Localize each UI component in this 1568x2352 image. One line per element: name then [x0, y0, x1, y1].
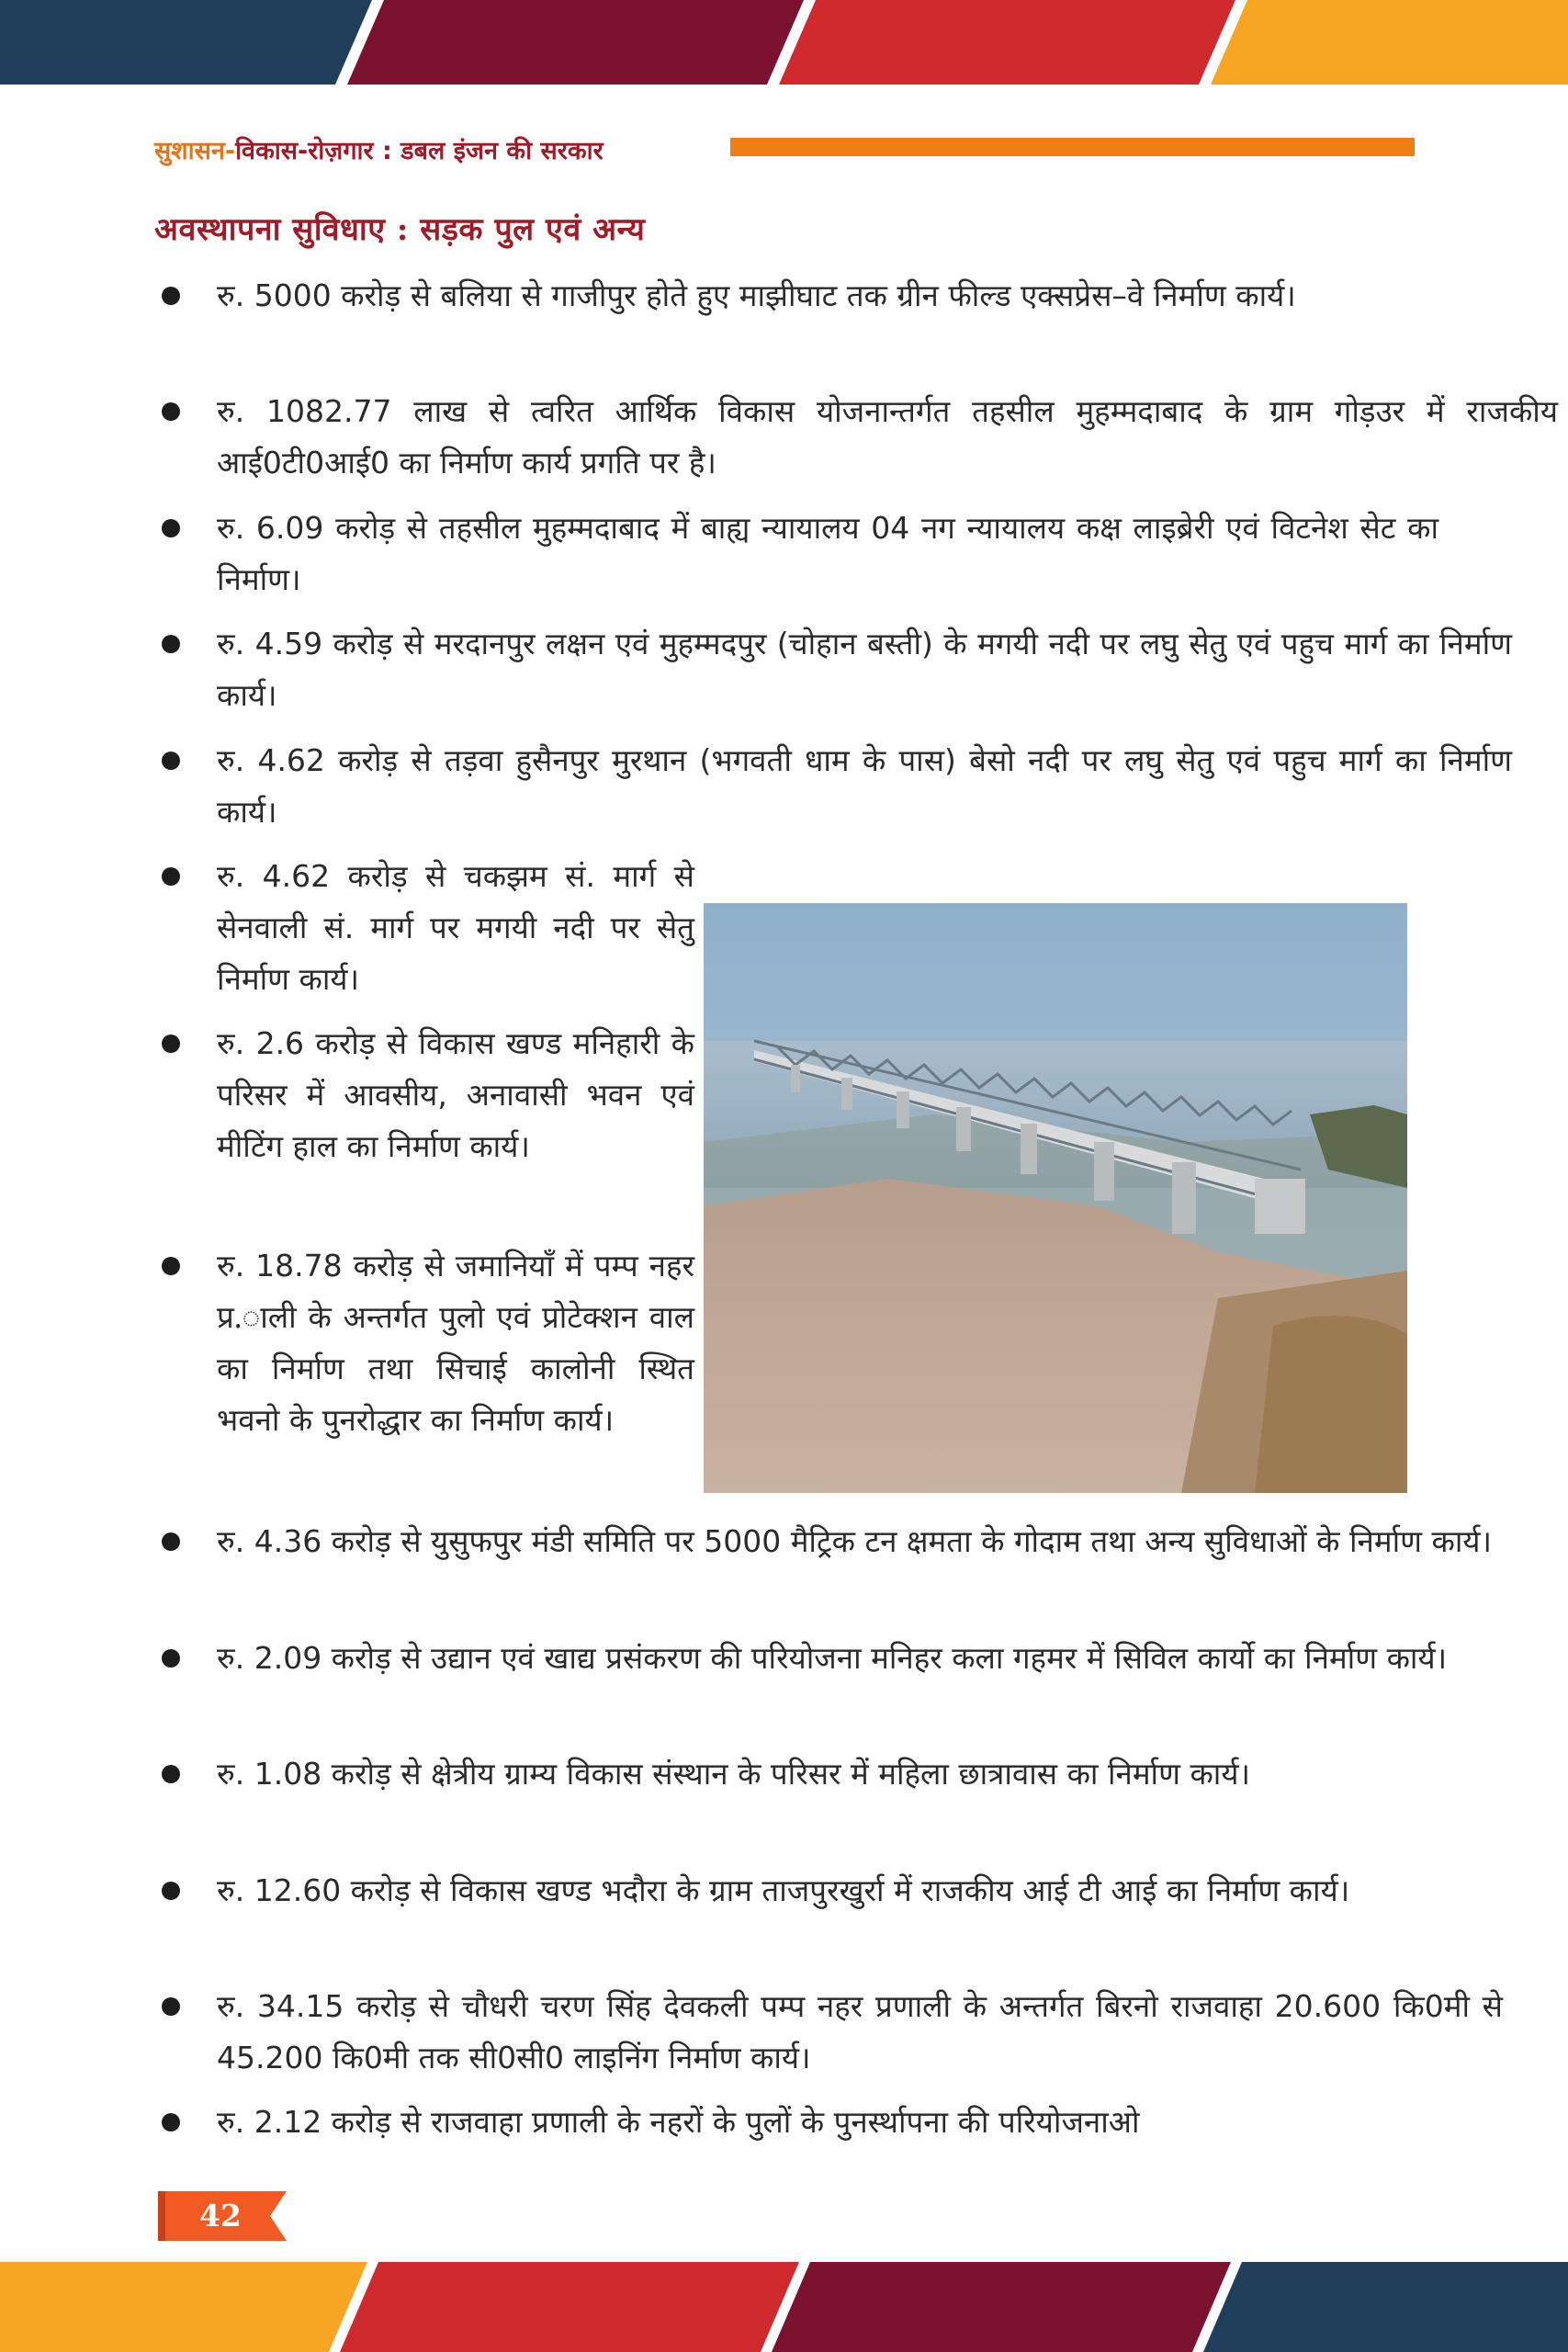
list-item-text: रु. 2.12 करोड़ से राजवाहा प्रणाली के नहरों के पुलों के पुनर्स्थापना की परियोजनाओ: [217, 2104, 1140, 2140]
bullet-icon: [162, 1997, 180, 2016]
bullet-icon: [162, 1035, 180, 1053]
bullet-icon: [162, 402, 180, 421]
running-head: [154, 130, 604, 167]
running-head-part3: रोज़गार : डबल इंजन की सरकार: [308, 136, 604, 165]
bullet-icon: [162, 287, 180, 305]
running-head-rule: [730, 138, 1415, 156]
list-item-text: रु. 4.59 करोड़ से मरदानपुर लक्षन एवं मुहम्मदपुर (चोहान बस्ती) के मगयी नदी पर लघु सेतु एवं पहुच मार्ग का निर्माण कार्य।: [217, 626, 1512, 713]
list-item-text: रु. 4.62 करोड़ से चकझम सं. मार्ग से सेनवाली सं. मार्ग पर मगयी नदी पर सेतु निर्माण कार्य।: [217, 858, 694, 997]
page-number: 42: [199, 2198, 242, 2233]
top-color-band: [0, 0, 1568, 85]
running-head-part1: सुशासन-: [154, 136, 236, 165]
page-number-badge: [158, 2191, 287, 2241]
bullet-icon: [162, 867, 180, 886]
list-item-text: रु. 18.78 करोड़ से जमानियाँ में पम्प नहर प्र.ाली के अन्तर्गत पुलो एवं प्रोटेक्शन वाल का निर्माण तथा सिचाई कालोनी स्थित भवनो के पुनरोद्धार का निर्माण कार्य।: [217, 1248, 694, 1438]
list-item-text: रु. 6.09 करोड़ से तहसील मुहम्मदाबाद में बाह्य न्यायालय 04 नग न्यायालय कक्ष लाइब्रेरी एवं विटनेश सेट का निर्माण।: [217, 510, 1438, 597]
bullet-icon: [162, 1649, 180, 1668]
list-item-text: रु. 1082.77 लाख से त्वरित आर्थिक विकास योजनान्तर्गत तहसील मुहम्मदाबाद के ग्राम गोड़उर में राजकीय आई0टी0आई0 का निर्माण कार्य प्रगति पर है।: [217, 393, 1558, 481]
bullet-icon: [162, 752, 180, 770]
bullet-icon: [162, 1257, 180, 1275]
running-head-part2: विकास-: [235, 136, 309, 165]
list-item-text: रु. 12.60 करोड़ से विकास खण्ड भदौरा के ग्राम ताजपुरखुर्रा में राजकीय आई टी आई का निर्माण कार्य।: [217, 1872, 1350, 1908]
bullet-icon: [162, 519, 180, 537]
bullet-icon: [162, 1532, 180, 1551]
list-item-text: रु. 1.08 करोड़ से क्षेत्रीय ग्राम्य विकास संस्थान के परिसर में महिला छात्रावास का निर्माण कार्य।: [217, 1756, 1250, 1792]
list-item-text: रु. 4.62 करोड़ से तड़वा हुसैनपुर मुरथान (भगवती धाम के पास) बेसो नदी पर लघु सेतु एवं पहुच मार्ग का निर्माण कार्य।: [217, 742, 1512, 830]
bottom-color-band: [0, 2262, 1568, 2352]
list-item-text: रु. 2.09 करोड़ से उद्यान एवं खाद्य प्रसंकरण की परियोजना मनिहर कला गहमर में सिविल कार्यो का निर्माण कार्य।: [217, 1640, 1448, 1676]
section-heading: अवस्थापना सुविधाए : सड़क पुल एवं अन्य: [154, 211, 646, 248]
bullet-icon: [162, 1882, 180, 1900]
list-item-text: रु. 2.6 करोड़ से विकास खण्ड मनिहारी के परिसर में आवसीय, अनावासी भवन एवं मीटिंग हाल का निर्माण कार्य।: [217, 1025, 694, 1164]
list-item-text: रु. 4.36 करोड़ से युसुफपुर मंडी समिति पर 5000 मैट्रिक टन क्षमता के गोदाम तथा अन्य सुविधाओं के निर्माण कार्य।: [217, 1523, 1493, 1559]
list-item-text: रु. 34.15 करोड़ से चौधरी चरण सिंह देवकली पम्प नहर प्रणाली के अन्तर्गत बिरनो राजवाहा 20.600 कि0मी से 45.200 कि0मी तक सी0सी0 लाइनिंग निर्माण कार्य।: [217, 1988, 1503, 2075]
bridge-photo: [704, 903, 1407, 1493]
bullet-icon: [162, 2113, 180, 2132]
bullet-icon: [162, 635, 180, 653]
bullet-icon: [162, 1765, 180, 1783]
list-item-text: रु. 5000 करोड़ से बलिया से गाजीपुर होते हुए माझीघाट तक ग्रीन फील्ड एक्सप्रेस–वे निर्माण कार्य।: [217, 277, 1296, 313]
